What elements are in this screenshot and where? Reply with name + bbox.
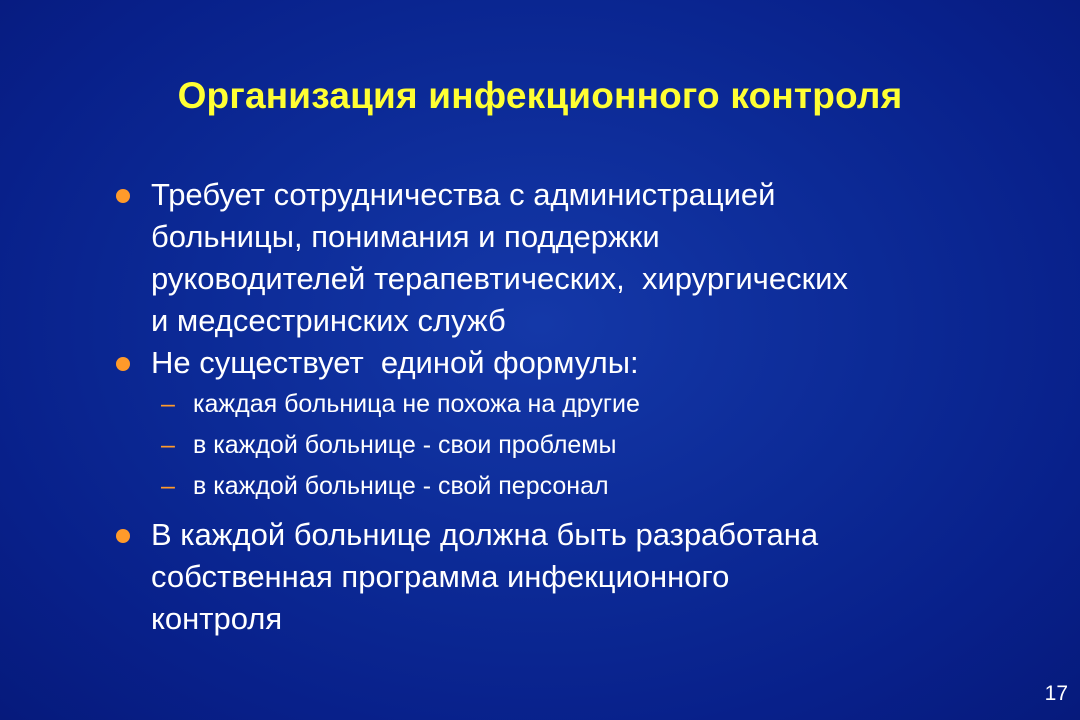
slide-title: Организация инфекционного контроля	[177, 75, 903, 116]
bullet-line: Требует сотрудничества с администрацией	[151, 177, 776, 212]
bullet-line: и медсестринских служб	[151, 303, 506, 338]
sub-item	[115, 466, 1015, 507]
dash-icon: –	[161, 390, 175, 418]
bullet-dot-icon	[116, 357, 130, 371]
bullet-line: собственная программа инфекционного	[151, 559, 730, 594]
sub-item-text: в каждой больнице - свои проблемы	[193, 431, 617, 459]
sub-item-text: в каждой больнице - свой персонал	[193, 472, 609, 500]
bullet-dot-icon	[116, 529, 130, 543]
dash-icon: –	[161, 431, 175, 459]
sub-item	[115, 384, 1015, 425]
bullet-line: Не существует единой формулы:	[151, 345, 639, 380]
page-number: 17	[1044, 682, 1068, 705]
sub-item-text: каждая больница не похожа на другие	[193, 390, 640, 418]
bullet-line: контроля	[151, 601, 283, 636]
sub-list	[115, 384, 1015, 507]
slide-content	[115, 174, 1015, 640]
bullet-item	[115, 342, 1015, 384]
sub-item	[115, 425, 1015, 466]
bullet-line: больницы, понимания и поддержки	[151, 219, 660, 254]
bullet-item	[115, 174, 1015, 342]
bullet-item	[115, 514, 1015, 640]
bullet-dot-icon	[116, 189, 130, 203]
bullet-line: руководителей терапевтических, хирургических	[151, 261, 848, 296]
dash-icon: –	[161, 472, 175, 500]
bullet-line: В каждой больнице должна быть разработана	[151, 517, 819, 552]
